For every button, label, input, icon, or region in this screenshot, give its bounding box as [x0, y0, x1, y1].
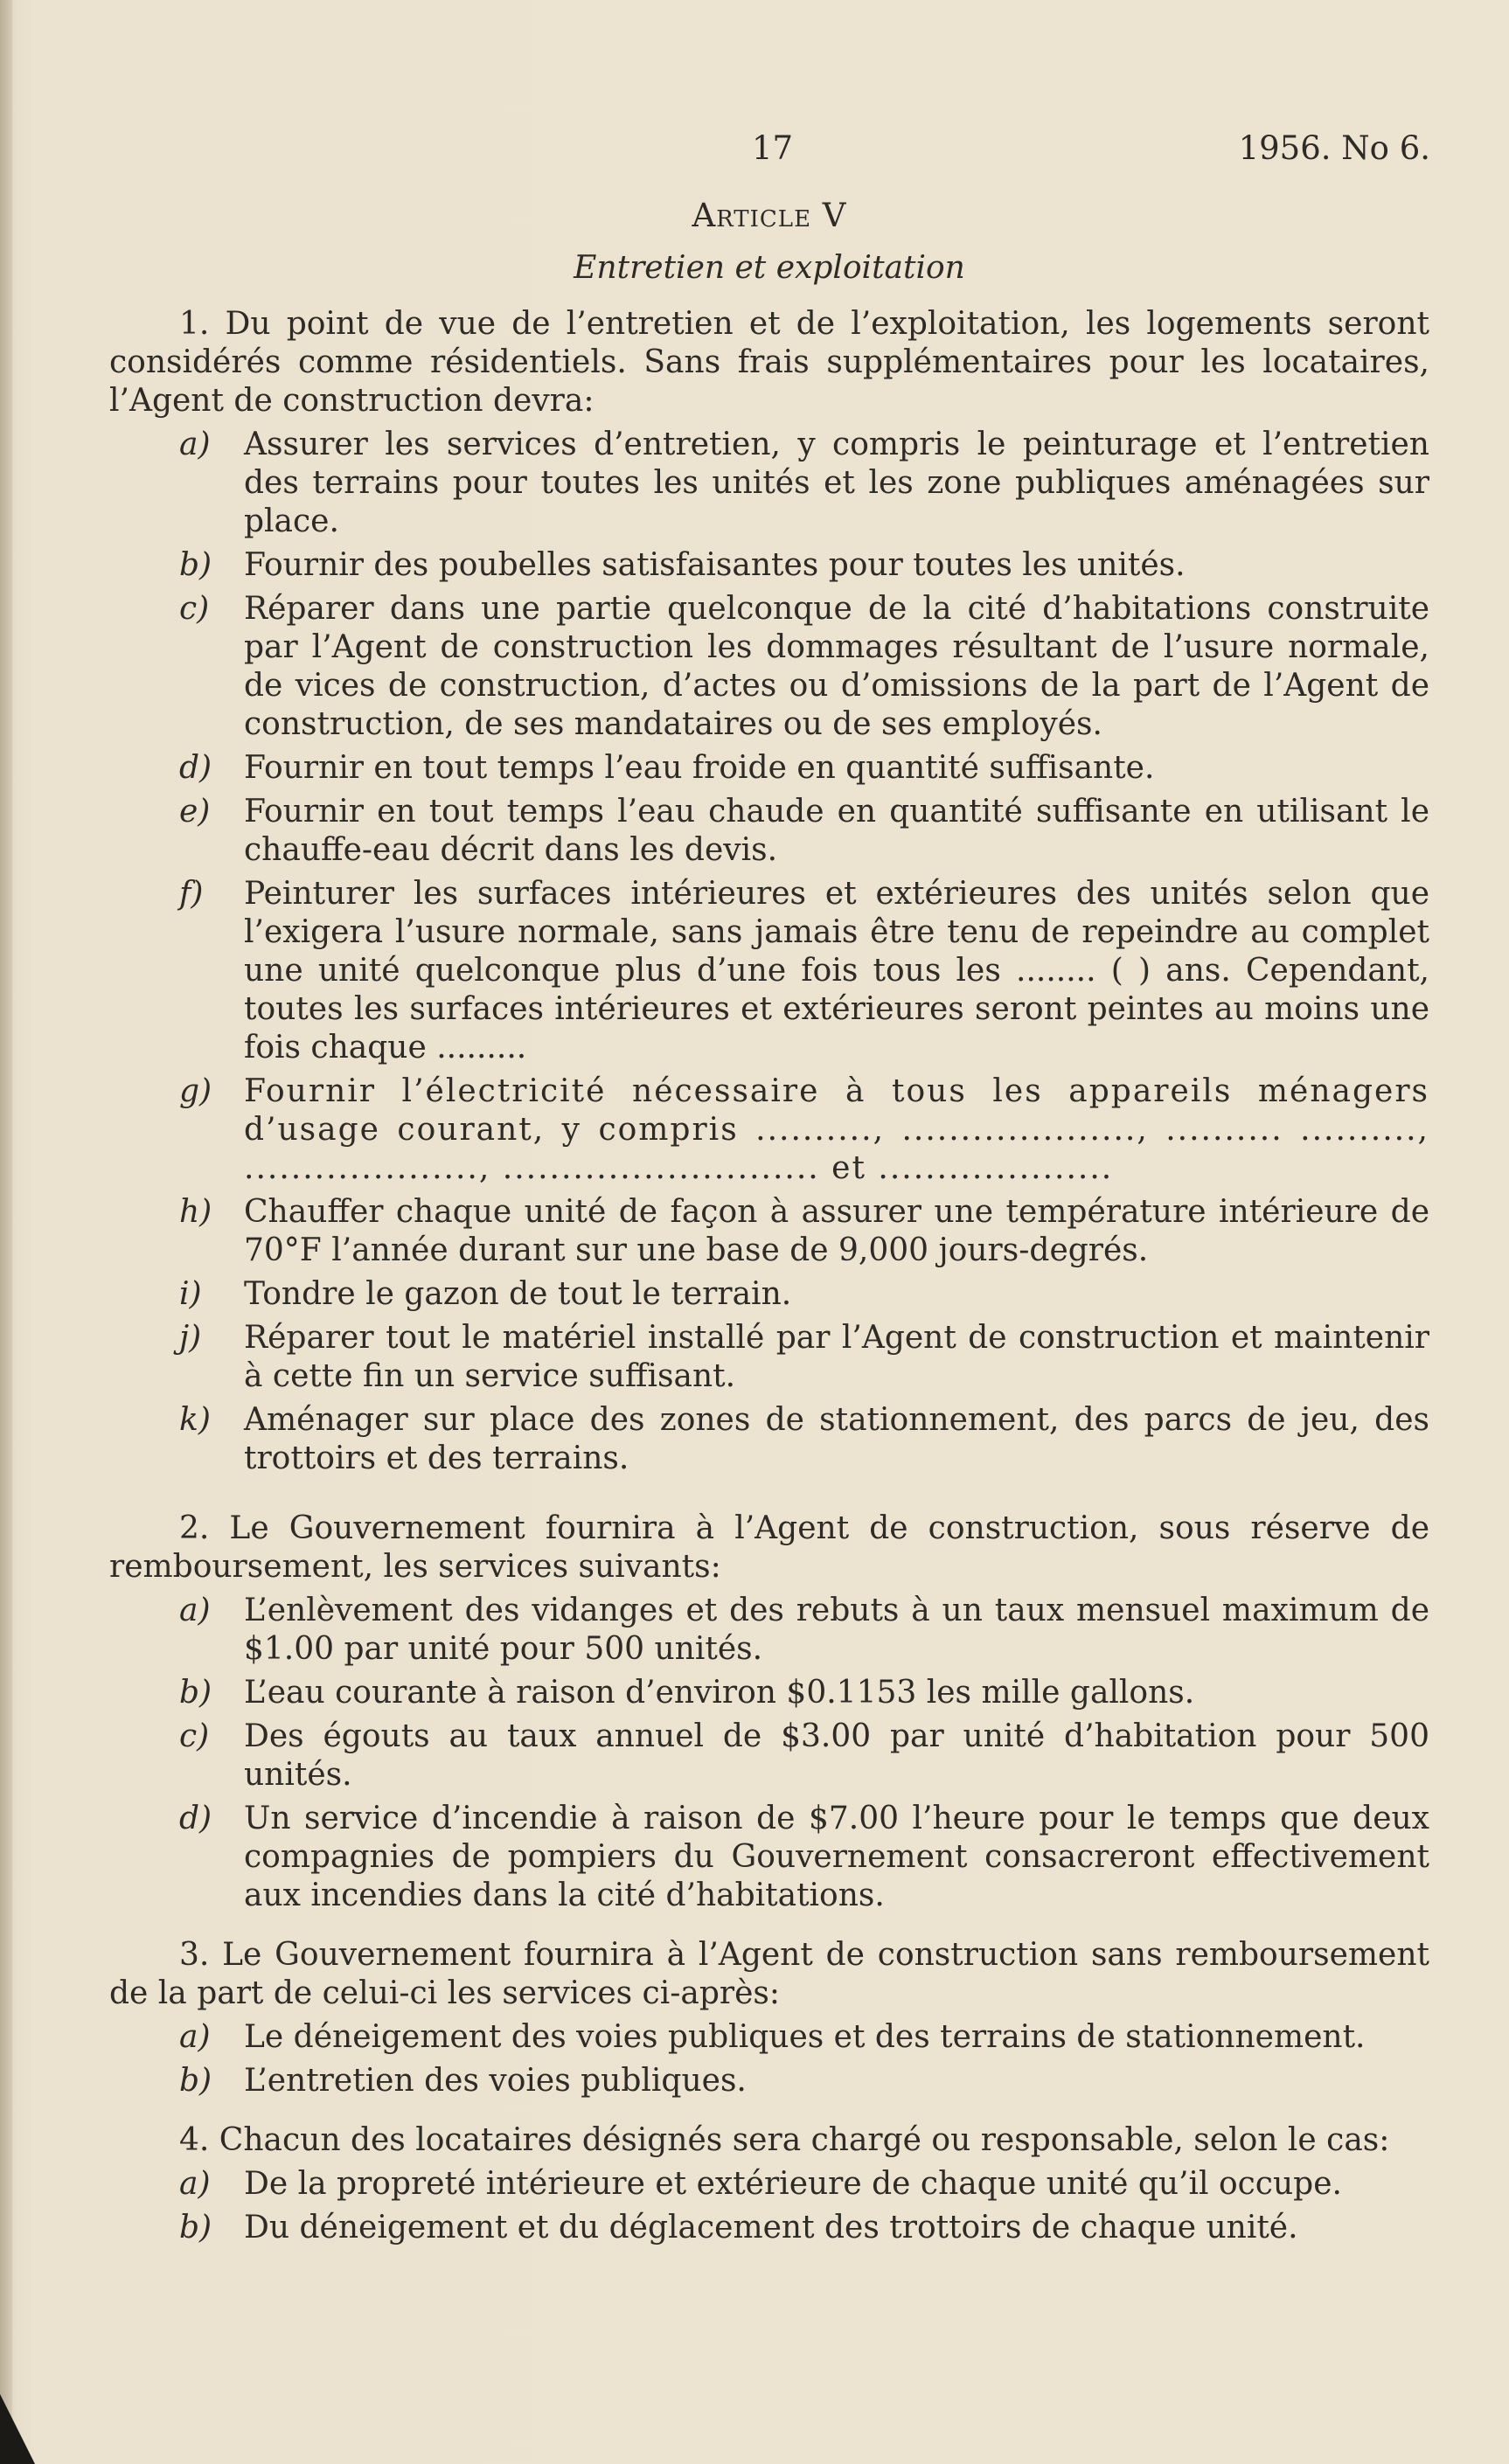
- item-label: g): [179, 1073, 212, 1109]
- item-text: Assurer les services d’entretien, y compris le peinturage et l’entretien des terrains pour toutes les unités et les zone publiques aménagées sur place.: [244, 427, 1429, 539]
- item-text: Tondre le gazon de tout le terrain.: [244, 1276, 792, 1312]
- section-4-intro: 4. Chacun des locataires désignés sera chargé ou responsable, selon le cas:: [179, 2122, 1390, 2158]
- item-label: j): [179, 1320, 202, 1356]
- item-label: d): [179, 750, 212, 786]
- item-text: L’enlèvement des vidanges et des rebuts à un taux mensuel maximum de $1.00 par unité pour 500 unités.: [244, 1593, 1429, 1667]
- item-label: c): [179, 1718, 210, 1754]
- item-label: e): [179, 794, 211, 829]
- item-text: De la propreté intérieure et extérieure de chaque unité qu’il occupe.: [244, 2166, 1342, 2202]
- list-item: [109, 2062, 1429, 2100]
- section-3-intro: 3. Le Gouvernement fournira à l’Agent de construction sans remboursement de la part de celui-ci les services ci-après:: [109, 1937, 1429, 2011]
- list-item: [109, 1718, 1429, 1794]
- item-label: h): [179, 1194, 212, 1230]
- item-text: Réparer dans une partie quelconque de la cité d’habitations construite par l’Agent de construction les dommages résultant de l’usure normale, de vices de construction, d’actes ou d’omissions de la part de l’Agent de construction, de ses mandataires ou de ses employés.: [244, 591, 1429, 742]
- article-subtitle: Entretien et exploitation: [574, 250, 965, 286]
- list-item: [109, 2165, 1429, 2204]
- item-label: a): [179, 2019, 211, 2055]
- item-label: a): [179, 2166, 211, 2202]
- list-item: [109, 749, 1429, 788]
- list-item: [109, 1674, 1429, 1712]
- item-text: Fournir l’électricité nécessaire à tous les appareils ménagers d’usage courant, y compris .........., ...................., .......... .........., ...................., ........................... et ....................: [244, 1073, 1429, 1186]
- document-number: 1956. No 6.: [1238, 129, 1430, 167]
- list-item: [109, 1319, 1429, 1396]
- item-text: Chauffer chaque unité de façon à assurer une température intérieure de 70°F l’année durant sur une base de 9,000 jours-degrés.: [244, 1194, 1429, 1268]
- list-item: [109, 1401, 1429, 1478]
- page-corner-shadow: [0, 2394, 35, 2464]
- list-item: [109, 590, 1429, 744]
- item-label: a): [179, 427, 211, 462]
- item-text: Des égouts au taux annuel de $3.00 par unité d’habitation pour 500 unités.: [244, 1718, 1429, 1793]
- item-label: a): [179, 1593, 211, 1628]
- item-label: k): [179, 1402, 211, 1438]
- item-label: d): [179, 1801, 212, 1836]
- item-text: Fournir des poubelles satisfaisantes pour toutes les unités.: [244, 547, 1186, 583]
- item-label: b): [179, 547, 212, 583]
- item-text: Le déneigement des voies publiques et des terrains de stationnement.: [244, 2019, 1366, 2055]
- page-number: 17: [752, 129, 794, 167]
- section-1-intro: 1. Du point de vue de l’entretien et de l’exploitation, les logements seront considérés comme résidentiels. Sans frais supplémentaires pour les locataires, l’Agent de construction devra:: [109, 306, 1429, 419]
- item-label: c): [179, 591, 210, 627]
- item-label: b): [179, 1675, 212, 1711]
- item-label: f): [179, 876, 204, 912]
- item-label: b): [179, 2210, 212, 2245]
- item-text: Aménager sur place des zones de stationnement, des parcs de jeu, des trottoirs et des terrains.: [244, 1402, 1429, 1476]
- item-text: Peinturer les surfaces intérieures et extérieures des unités selon que l’exigera l’usure normale, sans jamais être tenu de repeindre au complet une unité quelconque plus d’une fois tous les ........ ( ) ans. Cependant, toutes les surfaces intérieures et extérieures seront peintes au moins une fois chaque .........: [244, 876, 1429, 1065]
- item-text: L’eau courante à raison d’environ $0.1153 les mille gallons.: [244, 1675, 1195, 1711]
- book-spine: [0, 0, 12, 2464]
- item-text: Du déneigement et du déglacement des trottoirs de chaque unité.: [244, 2210, 1298, 2245]
- item-text: Un service d’incendie à raison de $7.00 l’heure pour le temps que deux compagnies de pompiers du Gouvernement consacreront effectivement aux incendies dans la cité d’habitations.: [244, 1801, 1429, 1913]
- section-2-intro: 2. Le Gouvernement fournira à l’Agent de construction, sous réserve de remboursement, les services suivants:: [109, 1510, 1429, 1585]
- list-item: [109, 875, 1429, 1067]
- list-item: [109, 1592, 1429, 1669]
- page-content: [109, 197, 1429, 2252]
- list-item: [109, 1072, 1429, 1188]
- item-text: Réparer tout le matériel installé par l’Agent de construction et maintenir à cette fin un service suffisant.: [244, 1320, 1429, 1394]
- list-item: [109, 1275, 1429, 1314]
- item-text: Fournir en tout temps l’eau froide en quantité suffisante.: [244, 750, 1155, 786]
- list-item: [109, 426, 1429, 541]
- list-item: [109, 2018, 1429, 2057]
- item-text: L’entretien des voies publiques.: [244, 2063, 747, 2099]
- item-label: b): [179, 2063, 212, 2099]
- item-label: i): [179, 1276, 202, 1312]
- list-item: [109, 1193, 1429, 1270]
- item-text: Fournir en tout temps l’eau chaude en quantité suffisante en utilisant le chauffe-eau décrit dans les devis.: [244, 794, 1429, 868]
- page-header: [96, 129, 1430, 173]
- article-title: Article V: [692, 197, 847, 234]
- list-item: [109, 2209, 1429, 2247]
- list-item: [109, 1800, 1429, 1915]
- list-item: [109, 546, 1429, 585]
- list-item: [109, 793, 1429, 870]
